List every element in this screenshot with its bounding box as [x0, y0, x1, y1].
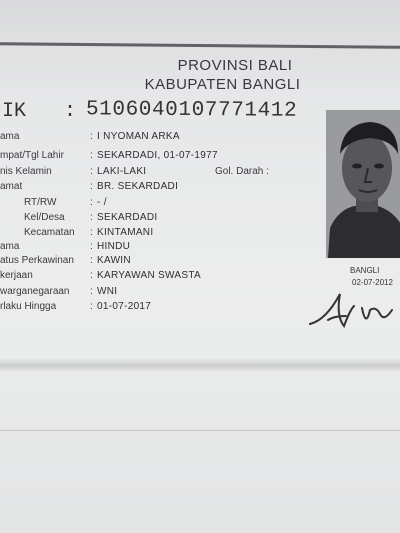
field-colon: : — [90, 270, 93, 281]
field-value: KARYAWAN SWASTA — [97, 270, 201, 281]
field-religion — [0, 240, 330, 254]
field-label: atus Perkawinan — [0, 255, 74, 266]
field-label: amat — [0, 181, 23, 192]
field-colon: : — [90, 241, 93, 252]
field-colon: : — [90, 150, 93, 161]
field-birth — [0, 149, 330, 163]
field-label: kerjaan — [0, 270, 33, 281]
field-citizenship — [0, 285, 330, 299]
field-district — [0, 226, 330, 240]
field-label: mpat/Tgl Lahir — [0, 150, 64, 161]
signature-mark — [306, 280, 400, 340]
paper-crease — [0, 430, 400, 431]
field-colon: : — [90, 166, 93, 177]
top-border-line — [0, 42, 400, 48]
field-value: BR. SEKARDADI — [97, 181, 179, 192]
field-address — [0, 180, 330, 194]
field-value: HINDU — [97, 241, 131, 252]
field-colon: : — [90, 131, 93, 142]
field-label: Kel/Desa — [24, 212, 65, 223]
issue-date: 02-07-2012 — [352, 278, 393, 287]
field-value: KINTAMANI — [97, 227, 154, 238]
field-colon: : — [90, 301, 93, 312]
field-name — [0, 130, 330, 144]
field-value: LAKI-LAKI — [97, 166, 147, 177]
field-colon: : — [90, 212, 93, 223]
nik-label: IK — [2, 100, 27, 123]
field-value: SEKARDADI — [97, 212, 158, 223]
header-regency: KABUPATEN BANGLI — [144, 76, 301, 93]
portrait-illustration — [326, 110, 400, 258]
field-label: RT/RW — [24, 197, 57, 208]
header-province: PROVINSI BALI — [177, 57, 293, 74]
field-value: KAWIN — [97, 255, 131, 266]
field-colon: : — [90, 227, 93, 238]
field-marital-status — [0, 254, 330, 268]
field-label: rlaku Hingga — [0, 301, 57, 312]
field-gender — [0, 165, 330, 179]
paper-fold — [0, 358, 400, 372]
field-value: SEKARDADI, 01-07-1977 — [97, 150, 218, 161]
field-rt-rw — [0, 196, 330, 210]
field-value: - / — [97, 197, 107, 208]
field-label: Kecamatan — [24, 227, 75, 238]
field-occupation — [0, 269, 330, 283]
blood-type-label: Gol. Darah : — [215, 166, 269, 177]
field-colon: : — [90, 286, 93, 297]
field-value: WNI — [97, 286, 118, 297]
field-colon: : — [90, 255, 93, 266]
field-colon: : — [90, 197, 93, 208]
field-village — [0, 211, 330, 225]
field-value: 01-07-2017 — [97, 301, 152, 312]
nik-colon: : — [64, 100, 77, 123]
field-value: I NYOMAN ARKA — [97, 131, 180, 142]
field-colon: : — [90, 181, 93, 192]
issue-place: BANGLI — [350, 266, 380, 275]
field-label: nis Kelamin — [0, 166, 52, 177]
field-label: ama — [0, 241, 20, 252]
field-valid-until — [0, 300, 330, 314]
portrait-photo — [326, 110, 400, 258]
field-label: ama — [0, 131, 20, 142]
field-label: warganegaraan — [0, 286, 70, 297]
nik-value: 5106040107771412 — [85, 98, 298, 123]
